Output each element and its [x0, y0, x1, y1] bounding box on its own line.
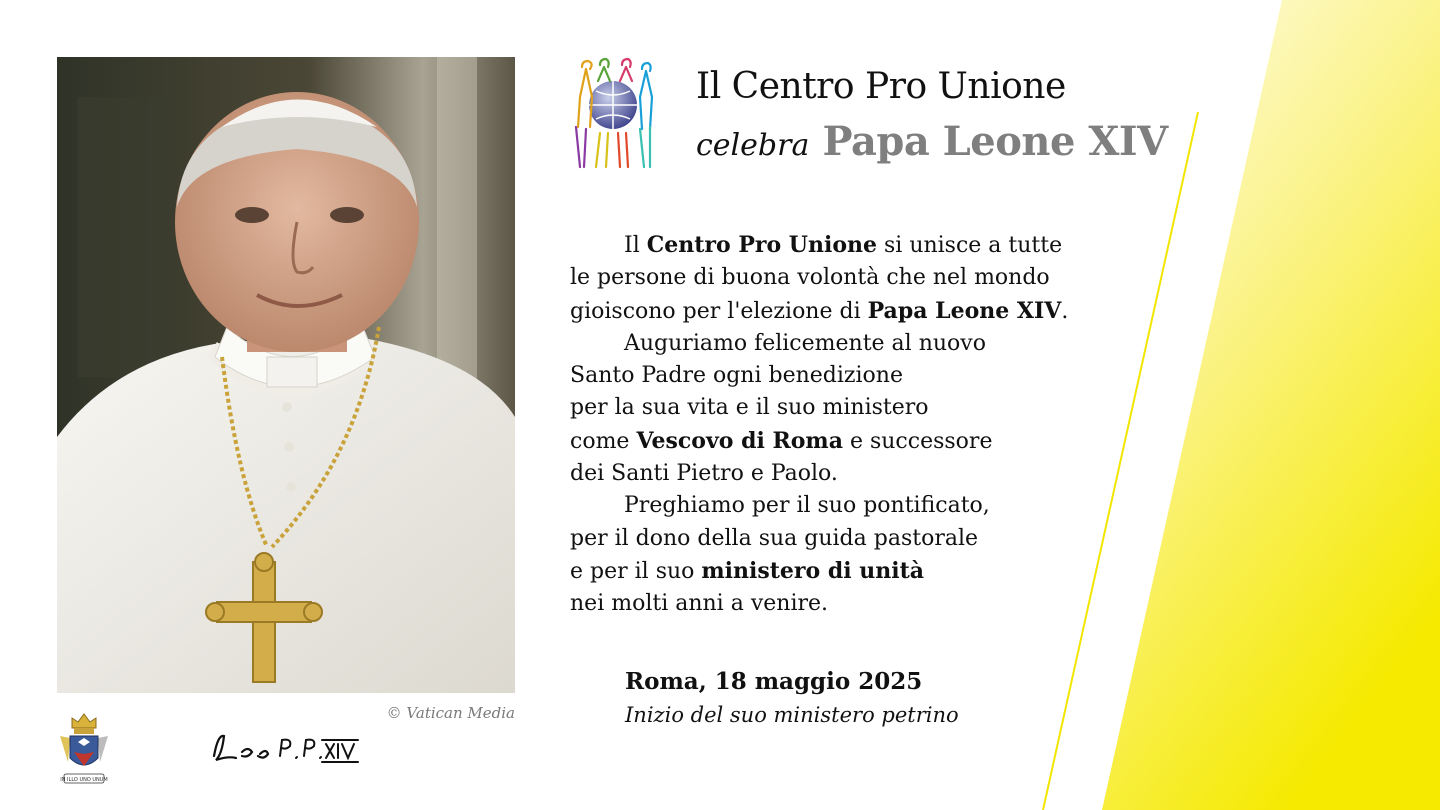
- message-line: dei Santi Pietro e Paolo.: [570, 461, 838, 487]
- signature-text: Leo P.P. XIV: [288, 770, 294, 771]
- ministry-subline: Inizio del suo ministero petrino: [625, 703, 959, 727]
- photo-credit: © Vatican Media: [386, 704, 515, 722]
- papal-coat-of-arms-icon: [56, 712, 112, 788]
- message-line: per la sua vita e il suo ministero: [570, 395, 929, 421]
- header-title-line1: Il Centro Pro Unione: [696, 66, 1066, 107]
- message-line: Preghiamo per il suo pontificato,: [624, 493, 990, 519]
- message-line: le persone di buona volontà che nel mondo: [570, 265, 1050, 291]
- papal-signature: [208, 726, 368, 772]
- message-line: Auguriamo felicemente al nuovo: [624, 330, 986, 356]
- message-line: gioiscono per l'elezione di Papa Leone XIV.: [570, 297, 1069, 324]
- header-pope-name: Papa Leone XIV: [822, 118, 1168, 165]
- message-line: e per il suo ministero di unità: [570, 557, 925, 584]
- header-title-line2: [696, 118, 1168, 165]
- pope-portrait-photo: [57, 57, 515, 693]
- place-date: Roma, 18 maggio 2025: [625, 668, 923, 695]
- message-line: nei molti anni a venire.: [570, 591, 829, 617]
- bold-phrase-centro: Centro Pro Unione: [646, 232, 877, 258]
- message-line: Il Centro Pro Unione si unisce a tutte: [624, 232, 1063, 258]
- coat-of-arms-motto: IN ILLO UNO UNUM: [60, 777, 108, 783]
- centro-pro-unione-logo-icon: [570, 57, 656, 173]
- bold-phrase-papa: Papa Leone XIV: [867, 297, 1062, 324]
- bold-phrase-vescovo: Vescovo di Roma: [636, 427, 843, 454]
- message-line: come Vescovo di Roma e successore: [570, 427, 993, 454]
- message-line: Santo Padre ogni benedizione: [570, 363, 903, 389]
- header-celebra-text: celebra: [696, 128, 810, 163]
- message-body: [570, 229, 1090, 621]
- bold-phrase-ministero: ministero di unità: [701, 557, 925, 584]
- message-line: per il dono della sua guida pastorale: [570, 525, 979, 551]
